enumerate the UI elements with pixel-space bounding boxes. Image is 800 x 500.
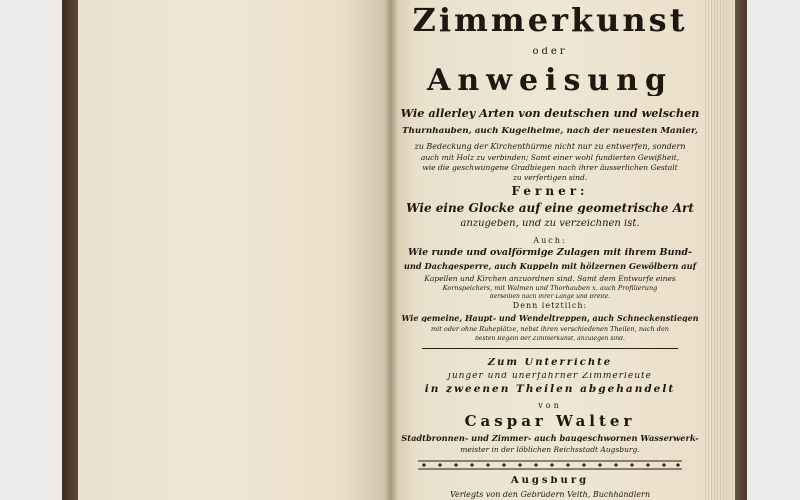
book-subtitle: Anweisung bbox=[427, 66, 673, 96]
author-name: Caspar Walter bbox=[464, 414, 636, 429]
instruction-line: Zum Unterrichte bbox=[487, 358, 613, 368]
description-line: zu verfertigen sind. bbox=[512, 174, 588, 182]
connector-von: von bbox=[538, 402, 562, 410]
ornamental-border bbox=[414, 458, 686, 472]
imprint-publisher: Verlegts von den Gebrüdern Veith, Buchhändlern bbox=[450, 491, 650, 499]
connector-oder: oder bbox=[532, 47, 568, 57]
description-line: Thurnhauben, auch Kugelhelme, nach der neuesten Manier, bbox=[402, 127, 698, 136]
blank-left-page bbox=[78, 0, 390, 500]
section-3-line: Kapellen und Kirchen anzuordnen sind. Samt dem Entwurfe eines bbox=[424, 275, 676, 283]
section-3-line: derselben nach ihrer Länge und Breite. bbox=[489, 294, 611, 300]
section-4-line: mit oder ohne Ruheplätze, nebst ihren verschiedenen Theilen, nach den bbox=[431, 326, 669, 333]
book-title: Zimmerkunst bbox=[412, 4, 688, 36]
book-cover-right-edge bbox=[735, 0, 747, 500]
heading-auch: Auch: bbox=[533, 237, 567, 245]
section-4-line: Wie gemeine, Haupt- und Wendeltreppen, auch Schneckenstiegen bbox=[401, 314, 699, 322]
imprint-place: Augsburg bbox=[510, 476, 590, 486]
page-block-edges bbox=[700, 0, 738, 500]
description-line: auch mit Holz zu verbinden; Samt einer wohl fundierten Gewißheit, bbox=[420, 154, 680, 162]
book-gutter bbox=[384, 0, 398, 500]
section-3-line: Kornspeichers, mit Walmen und Thorhauben x. auch Profilierung bbox=[442, 285, 658, 292]
section-2-line: Wie eine Glocke auf eine geometrische Art bbox=[406, 202, 694, 214]
title-page-text bbox=[400, 0, 700, 500]
description-line: zu Bedeckung der Kirchenthürme nicht nur zu entwerfen, sondern bbox=[414, 143, 686, 151]
author-title-line: Stadtbronnen- und Zimmer- auch baugeschwornen Wasserwerk- bbox=[401, 434, 699, 443]
section-3-line: Wie runde und ovalförmige Zulagen mit ihrem Bund- bbox=[408, 248, 692, 258]
author-title-line: meister in der löblichen Reichsstadt Augsburg. bbox=[460, 446, 640, 454]
section-3-line: und Dachgesperre, auch Kuppeln mit hölzernen Gewölbern auf bbox=[403, 262, 697, 271]
instruction-line: junger und unerfahrner Zimmerleute bbox=[448, 372, 652, 381]
instruction-line: in zweenen Theilen abgehandelt bbox=[424, 384, 676, 395]
section-4-line: besten Regeln der Zimmerkunst, anzulegen sind. bbox=[475, 336, 625, 342]
heading-ferner: Ferner: bbox=[511, 185, 589, 197]
horizontal-rule bbox=[422, 348, 678, 349]
section-2-line: anzugeben, und zu verzeichnen ist. bbox=[460, 219, 640, 229]
description-line: Wie allerley Arten von deutschen und welschen bbox=[400, 108, 700, 120]
heading-denn-letztlich: Denn letztlich: bbox=[512, 302, 588, 310]
description-line: wie die geschwungene Gradbiegen nach ihrer äusserlichen Gestalt bbox=[422, 164, 678, 172]
